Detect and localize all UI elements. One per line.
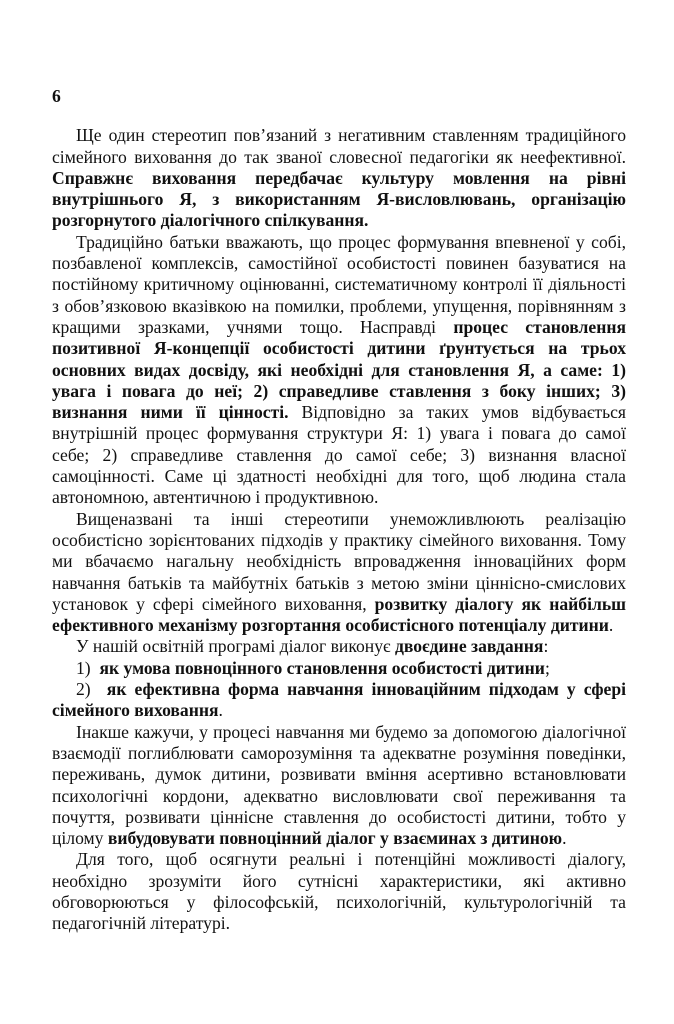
paragraph-text: : <box>543 636 549 657</box>
bold-text: процес становлення позитивної Я-концепції особистості дитини ґрунтується на трьох основних видах досвіду, які необхідні для становлення Я, а саме: 1) увага і повага до неї; 2) справедливе ставлення з боку інших; 3) визнання ними її цінності. <box>52 316 626 423</box>
paragraph-5 <box>52 722 626 850</box>
paragraph-text: Традиційно батьки вважають, що процес формування впевненої у собі, позбавленої комплексів, самостійної особистості повинен базуватися на постійному критичному оцінюванні, систематичному контролі її діяльності з обов’язковою вказівкою на помилки, проблеми, упущення, порівнянням з кращими зразками, учнями тощо. Насправді <box>52 231 626 337</box>
list-number: 2) <box>76 679 91 700</box>
bold-text: як умова повноцінного становлення особистості дитини <box>99 657 545 678</box>
list-item <box>52 658 626 679</box>
paragraph-6 <box>52 849 626 934</box>
list-tail: . <box>218 700 223 721</box>
bold-text: вибудовувати повноцінний діалог у взаєминах з дитиною <box>107 828 563 849</box>
list-tail: ; <box>544 657 550 678</box>
paragraph-text: . <box>562 828 567 849</box>
document-page <box>52 86 626 935</box>
paragraph-4 <box>52 636 626 657</box>
bold-text: розвитку діалогу як найбільш ефективного механізму розгортання особистісного потенціалу дитини <box>52 593 626 636</box>
bold-text: як ефективна форма навчання інноваційним підходам у сфері сімейного виховання <box>52 679 626 721</box>
paragraph-1 <box>52 125 626 231</box>
paragraph-text: Ще один стереотип пов’язаний з негативним ставленням традиційного сімейного виховання до так званої словесної педагогіки як неефективної. <box>52 125 626 167</box>
bold-text: двоєдине завдання <box>394 636 544 657</box>
paragraph-text: У нашій освітній програмі діалог виконує <box>76 636 395 657</box>
paragraph-text: Для того, щоб осягнути реальні і потенційні можливості діалогу, необхідно зрозуміти його сутнісні характеристики, які активно обговорюються у філософській, психологічній, культурологічній та педагогічній літературі. <box>52 849 626 934</box>
page-number: 6 <box>52 86 61 106</box>
paragraph-text: Відповідно за таких умов відбувається внутрішній процес формування структури Я: 1) увага і повага до самої себе; 2) справедливе ставлення до самої себе; 3) визнання власної самоцінності. Саме ці здатності необхідні для того, щоб людина стала автономною, автентичною і продуктивною. <box>52 402 626 508</box>
paragraph-3 <box>52 509 626 637</box>
bold-text: Справжнє виховання передбачає культуру мовлення на рівні внутрішнього Я, з використанням Я-висловлювань, організацію розгорнутого діалогічного спілкування. <box>52 167 626 231</box>
paragraph-text: Вищеназвані та інші стереотипи унеможливлюють реалізацію особистісно зорієнтованих підходів у практику сімейного виховання. Тому ми вбачаємо нагальну необхідність впровадження інноваційних форм навчання батьків та майбутніх батьків з метою зміни ціннісно-смислових установок у сфері сімейного виховання, <box>52 508 626 614</box>
list-number: 1) <box>76 657 91 678</box>
paragraph-2 <box>52 232 626 509</box>
paragraph-text: Інакше кажучи, у процесі навчання ми будемо за допомогою діалогічної взаємодії поглиблювати саморозуміння та адекватне розуміння поведінки, переживань, думок дитини, розвивати вміння асертивно встановлювати психологічні кордони, адекватно висловлювати свої переживання та почуття, розвивати ціннісне ставлення до особистості дитини, тобто у цілому <box>52 721 626 849</box>
list-item <box>52 679 626 722</box>
paragraph-text: . <box>608 615 614 636</box>
